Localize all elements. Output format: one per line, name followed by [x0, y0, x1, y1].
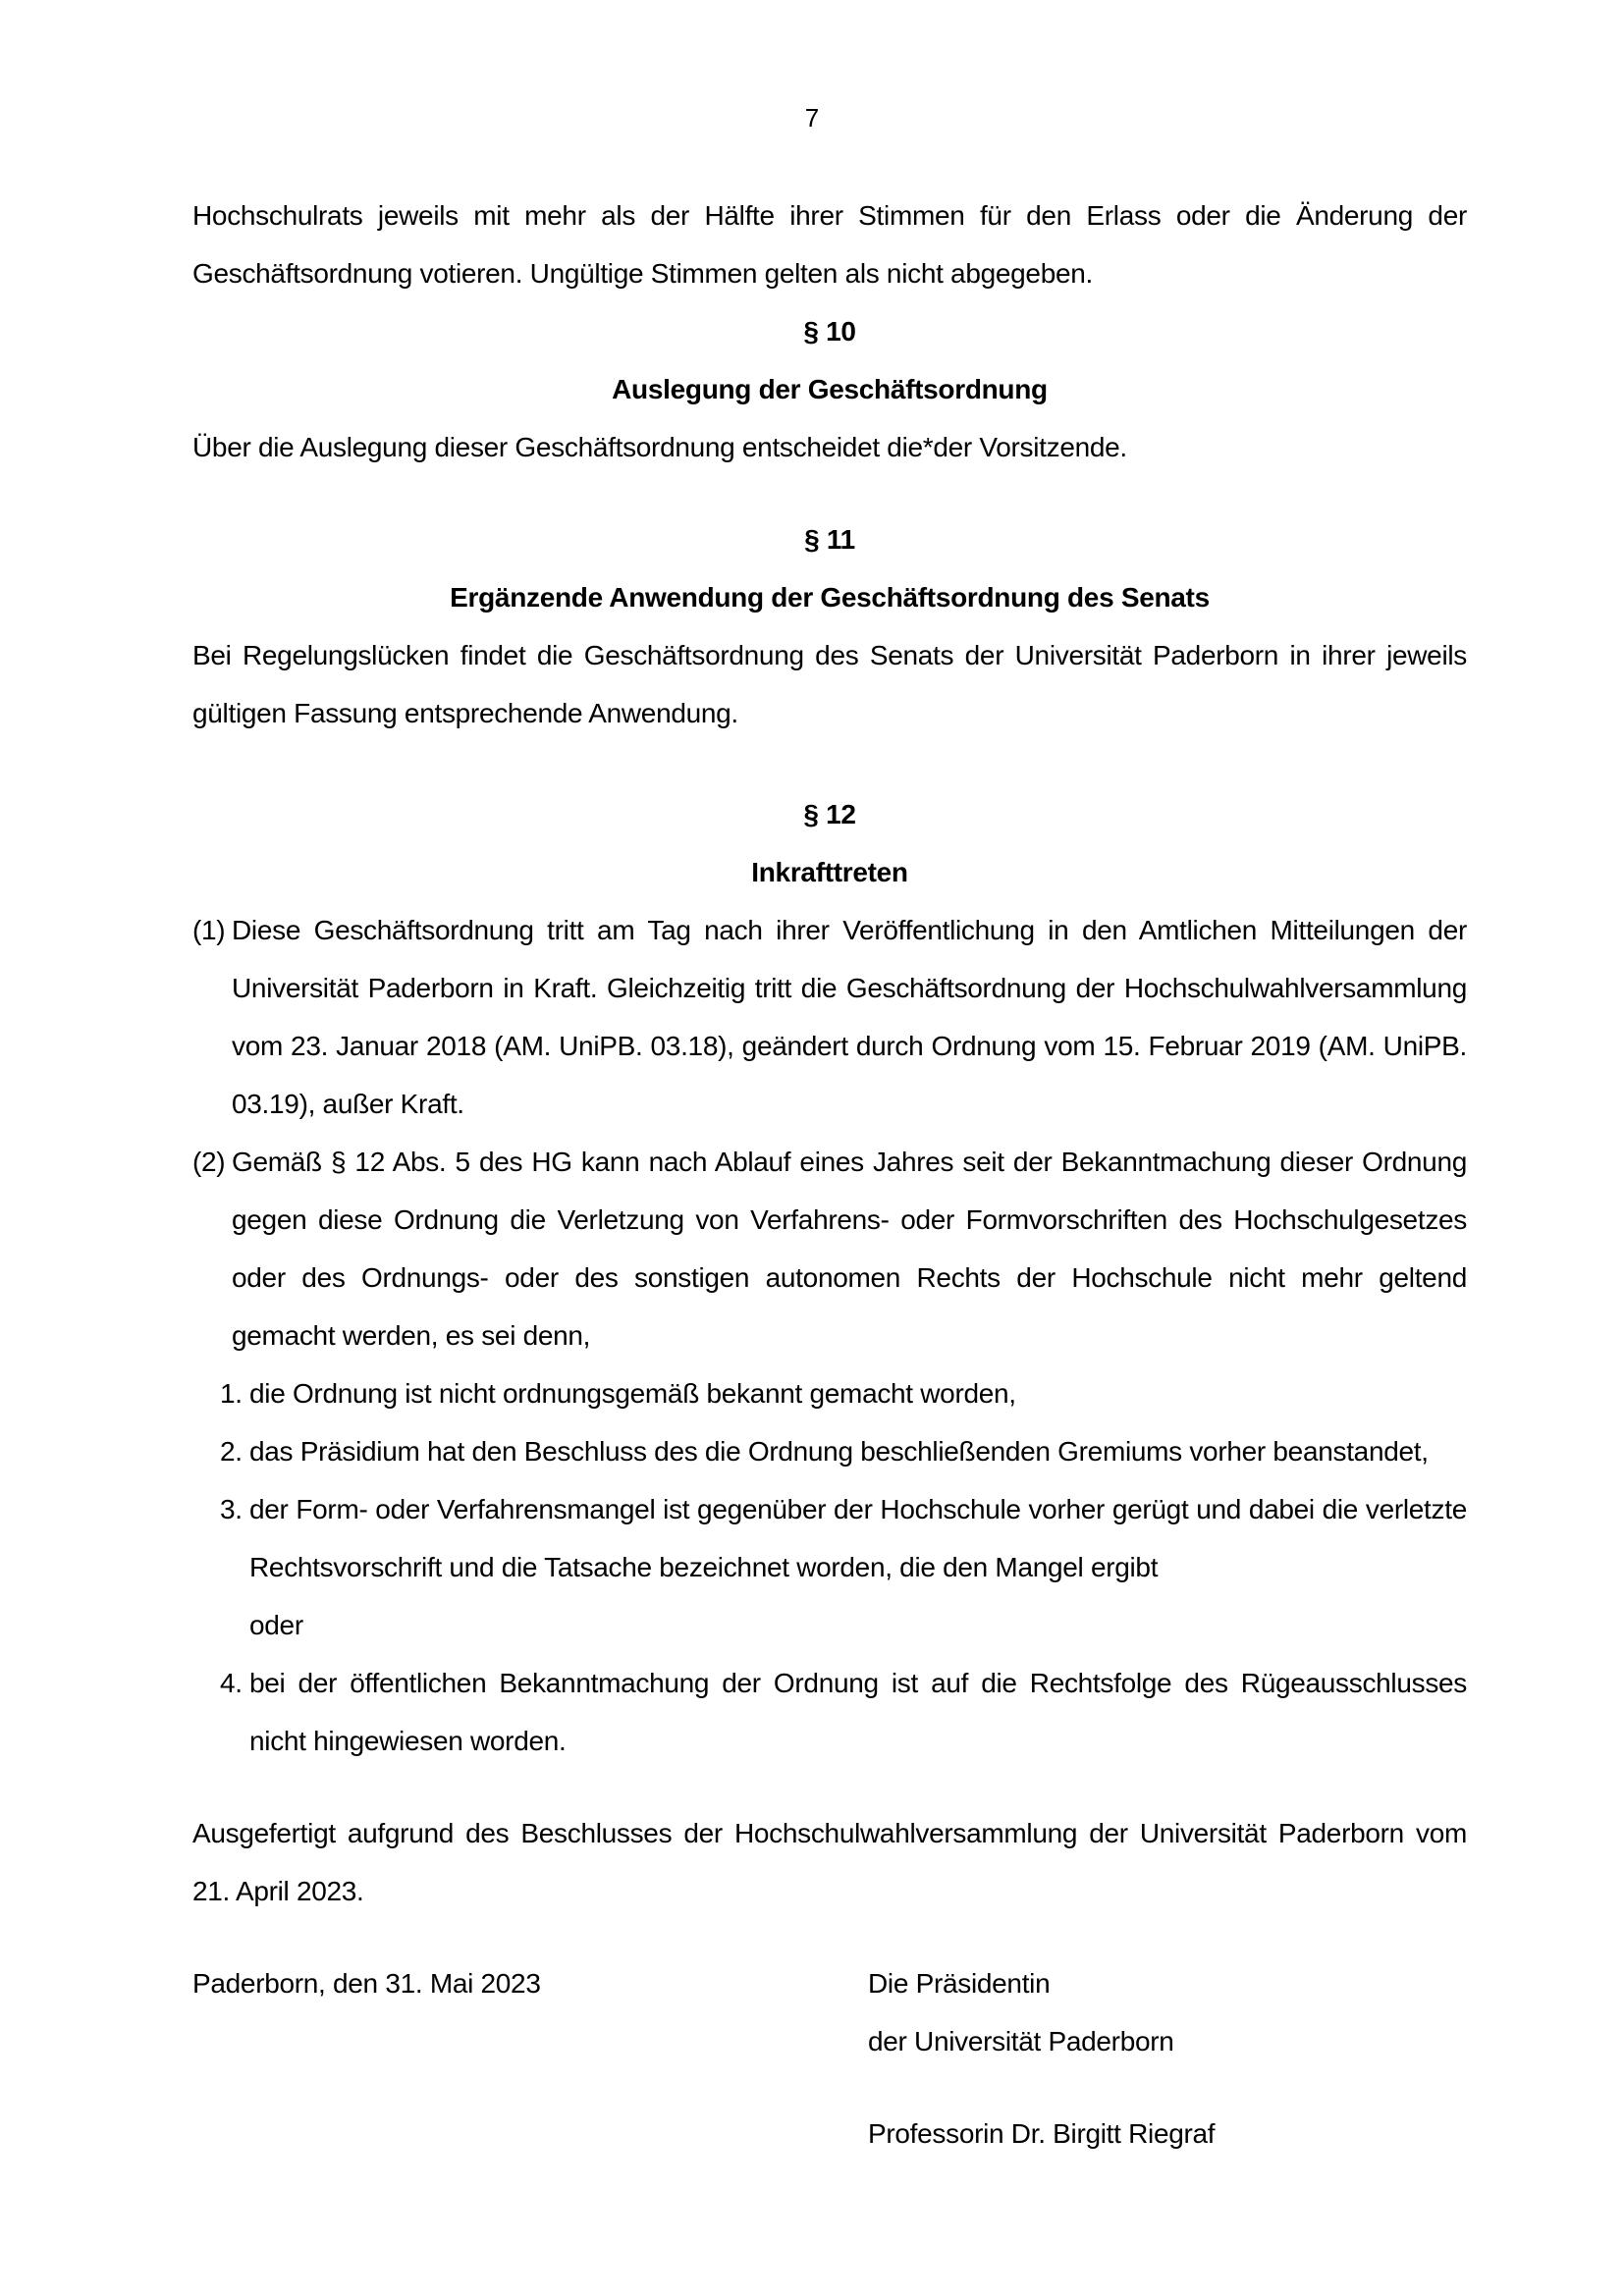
signatory-role: Die Präsidentin [868, 1968, 1051, 1999]
list-item [220, 1654, 1467, 1770]
intro-paragraph: Hochschulrats jeweils mit mehr als der Hälfte ihrer Stimmen für den Erlass oder die Änderung der Geschäftsordnung votieren. Ungültige Stimmen gelten als nicht abgegeben. [192, 200, 1467, 289]
section-10-title: Auslegung der Geschäftsordnung [612, 374, 1048, 404]
paragraph-text: Gemäß § 12 Abs. 5 des HG kann nach Ablauf eines Jahres seit der Bekanntmachung dieser Ordnung gegen diese Ordnung die Verletzung von Verfahrens- oder Formvorschriften des Hochschulgesetzes oder des Ordnungs- oder des sonstigen autonomen Rechts der Hochschule nicht mehr geltend gemacht werden, es sei denn, [232, 1147, 1467, 1351]
paragraph-number: (1) [192, 915, 226, 945]
list-item-number: 4. [220, 1668, 243, 1698]
list-item-number: 1. [220, 1378, 243, 1409]
list-item-text: die Ordnung ist nicht ordnungsgemäß bekannt gemacht worden, [249, 1378, 1016, 1409]
section-12-title: Inkrafttreten [751, 857, 908, 887]
list-item [220, 1364, 1467, 1422]
list-item-text: das Präsidium hat den Beschluss des die Ordnung beschließenden Gremiums vorher beanstandet, [249, 1436, 1429, 1467]
list-item-number: 2. [220, 1436, 243, 1467]
section-11-number: § 11 [804, 524, 855, 555]
signature-block [192, 1954, 1467, 2163]
list-item-text: der Form- oder Verfahrensmangel ist gegenüber der Hochschule vorher gerügt und dabei die verletzte Rechtsvorschrift und die Tatsache bezeichnet worden, die den Mangel ergibt [249, 1494, 1467, 1582]
list-item-text: bei der öffentlichen Bekanntmachung der Ordnung ist auf die Rechtsfolge des Rügeausschlusses nicht hingewiesen worden. [249, 1668, 1467, 1756]
list-item-conjunction: oder [249, 1610, 303, 1640]
list-item [220, 1422, 1467, 1480]
closing-paragraph: Ausgefertigt aufgrund des Beschlusses der Hochschulwahlversammlung der Universität Paderborn vom 21. April 2023. [192, 1818, 1467, 1906]
section-11-text: Bei Regelungslücken findet die Geschäftsordnung des Senats der Universität Paderborn in ihrer jeweils gültigen Fassung entsprechende Anwendung. [192, 640, 1467, 728]
paragraph-number: (2) [192, 1147, 226, 1177]
page-number: 7 [804, 103, 820, 133]
document-body [192, 187, 1467, 2163]
exception-list [220, 1364, 1467, 1770]
section-12-number: § 12 [803, 799, 856, 829]
section-10-text: Über die Auslegung dieser Geschäftsordnung entscheidet die*der Vorsitzende. [192, 432, 1127, 462]
section-10-number: § 10 [803, 316, 856, 347]
place-date: Paderborn, den 31. Mai 2023 [192, 1968, 541, 1999]
list-item-number: 3. [220, 1494, 243, 1524]
signatory-institution: der Universität Paderborn [868, 2026, 1174, 2056]
section-11-title: Ergänzende Anwendung der Geschäftsordnung des Senats [450, 582, 1210, 613]
signatory-name: Professorin Dr. Birgitt Riegraf [868, 2118, 1216, 2149]
paragraph-1 [192, 901, 1467, 1133]
list-item [220, 1480, 1467, 1654]
paragraph-2 [192, 1133, 1467, 1364]
paragraph-text: Diese Geschäftsordnung tritt am Tag nach ihrer Veröffentlichung in den Amtlichen Mitteilungen der Universität Paderborn in Kraft. Gleichzeitig tritt die Geschäftsordnung der Hochschulwahlversammlung vom 23. Januar 2018 (AM. UniPB. 03.18), geändert durch Ordnung vom 15. Februar 2019 (AM. UniPB. 03.19), außer Kraft. [232, 915, 1467, 1119]
